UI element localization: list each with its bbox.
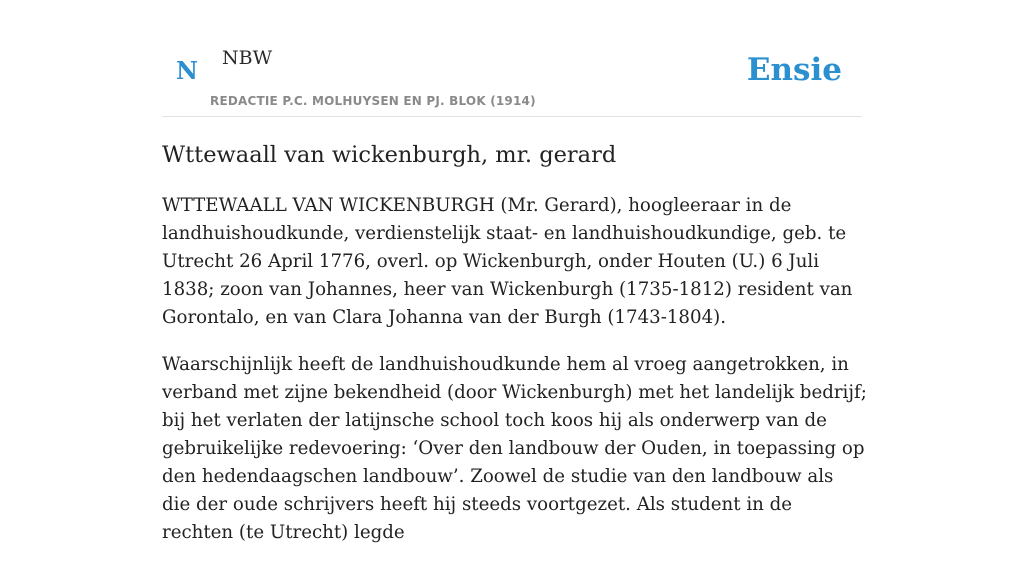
header (162, 0, 862, 117)
source-name[interactable]: NBW (222, 47, 273, 69)
article-paragraph: WTTEWAALL VAN WICKENBURGH (Mr. Gerard), hoogleeraar in de landhuishoudkunde, verdienstelijk staat- en landhuishoudkundige, geb. te Utrecht 26 April 1776, overl. op Wickenburgh, onder Houten (U.) 6 Juli 1838; zoon van Johannes, heer van Wickenburgh (1735-1812) resident van Gorontalo, en van Clara Johanna van der Burgh (1743-1804). (162, 195, 853, 328)
brand-logo[interactable]: Ensie (746, 52, 842, 88)
source-subtitle: REDACTIE P.C. MOLHUYSEN EN PJ. BLOK (1914) (210, 94, 536, 108)
article-body (162, 192, 867, 566)
article-title: Wttewaall van wickenburgh, mr. gerard (162, 142, 617, 168)
article-paragraph: Waarschijnlijk heeft de landhuishoudkunde hem al vroeg aangetrokken, in verband met zijne bekendheid (door Wickenburgh) met het landelijk bedrijf; bij het verlaten der latijnsche school toch koos hij als onderwerp van de gebruikelijke redevoering: ‘Over den landbouw der Ouden, in toepassing op den hedendaagschen landbouw’. Zoowel de studie van den landbouw als die der oude schrijvers heeft hij steeds voortgezet. Als student in de rechten (te Utrecht) legde (162, 354, 867, 543)
source-logo-icon[interactable]: N (176, 56, 198, 85)
